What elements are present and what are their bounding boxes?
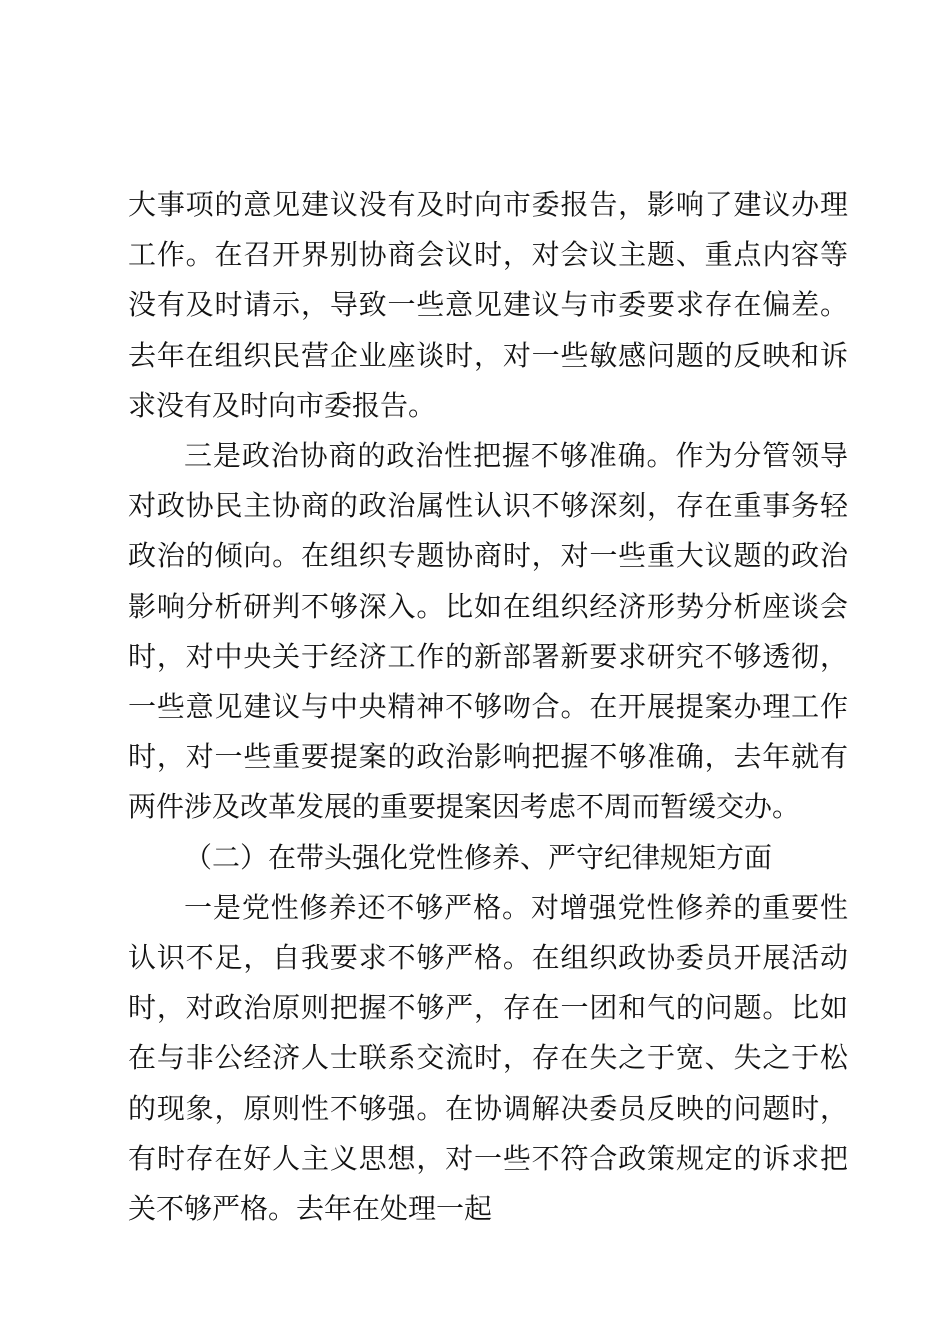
paragraph-continuation: 大事项的意见建议没有及时向市委报告，影响了建议办理工作。在召开界别协商会议时，对会议主题、重点内容等没有及时请示，导致一些意见建议与市委要求存在偏差。去年在组织民营企业座谈时，对一些敏感问题的反映和诉求没有及时向市委报告。 <box>128 188 848 422</box>
section-heading-party-discipline: （二）在带头强化党性修养、严守纪律规矩方面 <box>184 840 773 874</box>
paragraph-political-consultation: 三是政治协商的政治性把握不够准确。作为分管领导对政协民主协商的政治属性认识不够深刻，存在重事务轻政治的倾向。在组织专题协商时，对一些重大议题的政治影响分析研判不够深入。比如在组织经济形势分析座谈会时，对中央关于经济工作的新部署新要求研究不够透彻，一些意见建议与中央精神不够吻合。在开展提案办理工作时，对一些重要提案的政治影响把握不够准确，去年就有两件涉及改革发展的重要提案因考虑不周而暂缓交办。 <box>128 439 848 824</box>
document-body <box>128 180 848 1234</box>
paragraph-party-cultivation: 一是党性修养还不够严格。对增强党性修养的重要性认识不足，自我要求不够严格。在组织政协委员开展活动时，对政治原则把握不够严，存在一团和气的问题。比如在与非公经济人士联系交流时，存在失之于宽、失之于松的现象，原则性不够强。在协调解决委员反映的问题时，有时存在好人主义思想，对一些不符合政策规定的诉求把关不够严格。去年在处理一起 <box>128 890 848 1226</box>
